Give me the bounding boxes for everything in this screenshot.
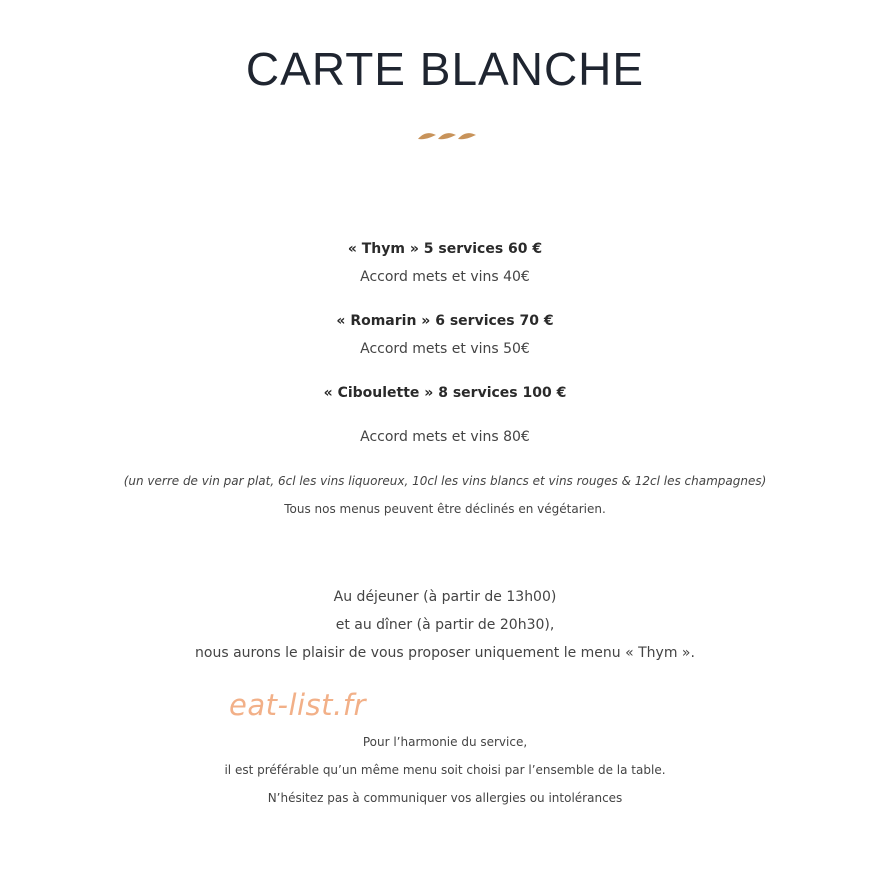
page-title: CARTE BLANCHE [245,43,645,95]
schedule-dinner: et au dîner (à partir de 20h30), [335,617,555,633]
menu-romarin-accord: Accord mets et vins 50€ [360,341,530,357]
watermark: eat-list.fr [229,688,366,722]
wine-note: (un verre de vin par plat, 6cl les vins liquoreux, 10cl les vins blancs et vins rouges & 12cl les champagnes) [123,474,767,488]
decorative-divider-icon [416,130,478,144]
footer-same-menu: il est préférable qu’un même menu soit choisi par l’ensemble de la table. [224,763,666,777]
schedule-menu: nous aurons le plaisir de vous proposer uniquement le menu « Thym ». [195,645,695,661]
menu-romarin-title: « Romarin » 6 services 70 € [336,313,554,329]
menu-thym-title: « Thym » 5 services 60 € [347,241,543,257]
vegetarian-note: Tous nos menus peuvent être déclinés en végétarien. [284,502,606,516]
schedule-lunch: Au déjeuner (à partir de 13h00) [333,589,557,605]
menu-thym-accord: Accord mets et vins 40€ [360,269,530,285]
menu-ciboulette-title: « Ciboulette » 8 services 100 € [323,385,567,401]
footer-harmony: Pour l’harmonie du service, [362,735,528,749]
footer-allergies: N’hésitez pas à communiquer vos allergies ou intolérances [267,791,623,805]
menu-ciboulette-accord: Accord mets et vins 80€ [360,429,530,445]
